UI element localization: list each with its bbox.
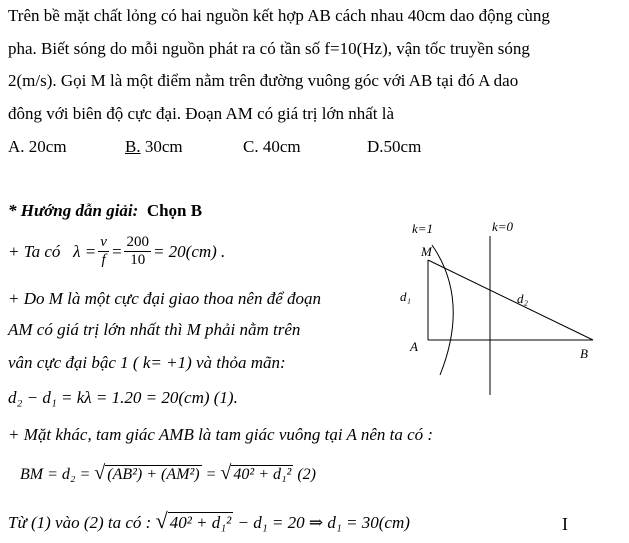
step-2-line-1: + Do M là một cực đại giao thoa nên để đoạn [8,289,322,308]
label-m: M [421,244,432,259]
k1-curve [432,245,453,375]
step-2-line-3: vân cực đại bậc 1 ( k= +1) và thỏa mãn: [8,353,286,372]
problem-line-4: đông với biên độ cực đại. Đoạn AM có giá trị lớn nhất là [8,104,395,123]
problem-line-1: Trên bề mặt chất lỏng có hai nguồn kết hợp AB cách nhau 40cm dao động cùng [8,6,550,25]
equation-2: BM = d₂ = √ (AB²) + (AM²) = √ 40² + d₁² (2) [20,462,316,484]
equation-1: d₂ − d₁ = kλ = 1.20 = 20(cm) (1). [8,388,238,407]
problem-line-2: pha. Biết sóng do mỗi nguồn phát ra có tần số f=10(Hz), vận tốc truyền sóng [8,39,530,58]
step-2-line-2: AM có giá trị lớn nhất thì M phải nằm trên [8,320,301,339]
option-a: A. 20cm [8,137,67,156]
option-d: D.50cm [367,137,422,156]
label-d1: d₁ [400,289,412,304]
text-cursor-icon: Ι [562,514,568,534]
final-equation: Từ (1) vào (2) ta có : √ 40² + d₁² − d₁ = 20 ⇒ d₁ = 30(cm) [8,508,410,533]
option-c: C. 40cm [243,137,301,156]
label-k1: k=1 [412,221,434,236]
label-b: B [580,346,588,361]
label-d2: d₂ [517,291,529,306]
problem-line-3: 2(m/s). Gọi M là một điểm nằm trên đường vuông góc với AB tại đó A dao [8,71,519,90]
label-k0: k=0 [492,219,514,234]
option-b: B. 30cm [125,137,183,156]
solution-heading: * Hướng dẫn giải: Chọn B [8,201,203,220]
step-3: + Mặt khác, tam giác AMB là tam giác vuông tại A nên ta có : [8,425,434,444]
label-a: A [410,339,418,354]
step-1: + Ta có λ = $\frac{v}{f}$ = $\frac{200}{10}$ = 20(cm) . [8,234,226,268]
